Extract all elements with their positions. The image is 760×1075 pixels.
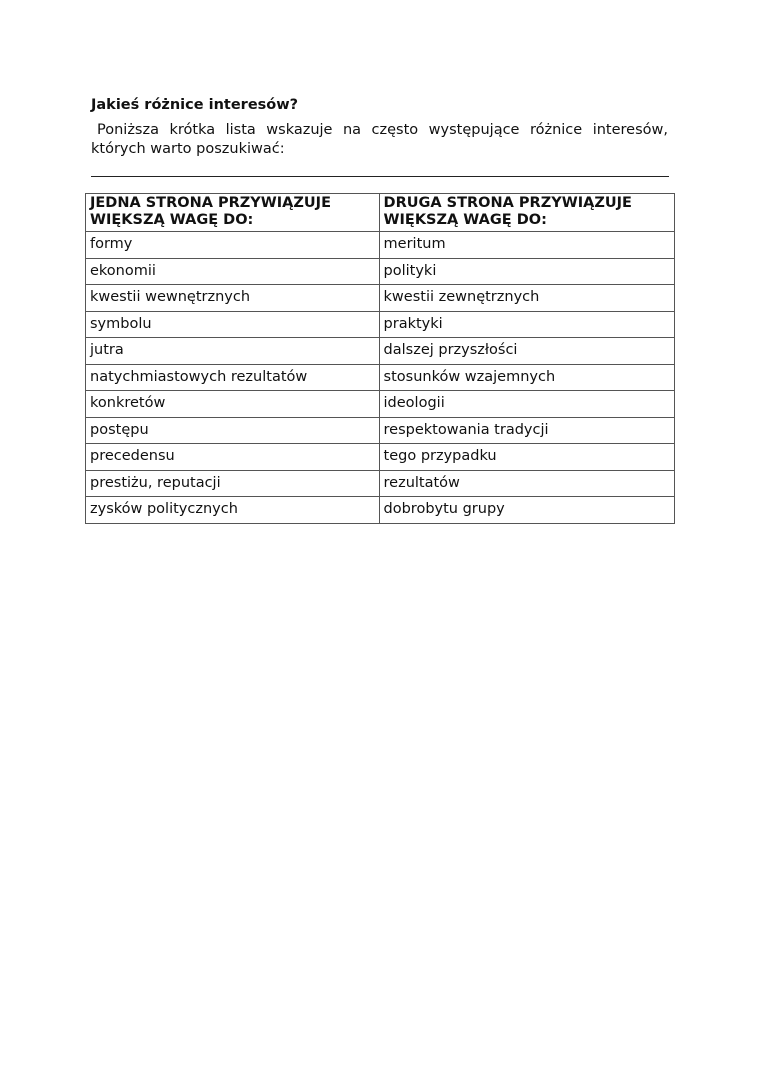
cell-one-side: symbolu: [86, 311, 380, 338]
horizontal-rule: [91, 176, 669, 177]
cell-other-side: polityki: [379, 258, 674, 285]
cell-one-side: zysków politycznych: [86, 497, 380, 524]
interests-table: [85, 193, 675, 524]
cell-one-side: postępu: [86, 417, 380, 444]
document-heading: Jakieś różnice interesów?: [91, 97, 299, 113]
cell-one-side: formy: [86, 232, 380, 259]
cell-one-side: natychmiastowych rezultatów: [86, 364, 380, 391]
table-row: [86, 285, 675, 312]
cell-other-side: respektowania tradycji: [379, 417, 674, 444]
cell-one-side: konkretów: [86, 391, 380, 418]
cell-other-side: praktyki: [379, 311, 674, 338]
table-row: [86, 232, 675, 259]
table-header-row: [86, 194, 675, 232]
cell-other-side: rezultatów: [379, 470, 674, 497]
cell-other-side: dobrobytu grupy: [379, 497, 674, 524]
cell-one-side: kwestii wewnętrznych: [86, 285, 380, 312]
cell-other-side: tego przypadku: [379, 444, 674, 471]
table-row: [86, 391, 675, 418]
table-row: [86, 444, 675, 471]
table-row: [86, 338, 675, 365]
intro-paragraph: Poniższa krótka lista wskazuje na często występujące różnice interesów, których warto poszukiwać:: [91, 122, 668, 157]
table-row: [86, 311, 675, 338]
header-other-side: DRUGA STRONA PRZYWIĄZUJE WIĘKSZĄ WAGĘ DO:: [379, 194, 674, 232]
cell-one-side: prestiżu, reputacji: [86, 470, 380, 497]
table-row: [86, 364, 675, 391]
cell-other-side: dalszej przyszłości: [379, 338, 674, 365]
cell-other-side: meritum: [379, 232, 674, 259]
table-row: [86, 470, 675, 497]
cell-one-side: jutra: [86, 338, 380, 365]
cell-one-side: ekonomii: [86, 258, 380, 285]
cell-other-side: kwestii zewnętrznych: [379, 285, 674, 312]
table-row: [86, 258, 675, 285]
header-one-side: JEDNA STRONA PRZYWIĄZUJE WIĘKSZĄ WAGĘ DO:: [86, 194, 380, 232]
cell-other-side: stosunków wzajemnych: [379, 364, 674, 391]
cell-other-side: ideologii: [379, 391, 674, 418]
table-row: [86, 417, 675, 444]
cell-one-side: precedensu: [86, 444, 380, 471]
table-row: [86, 497, 675, 524]
